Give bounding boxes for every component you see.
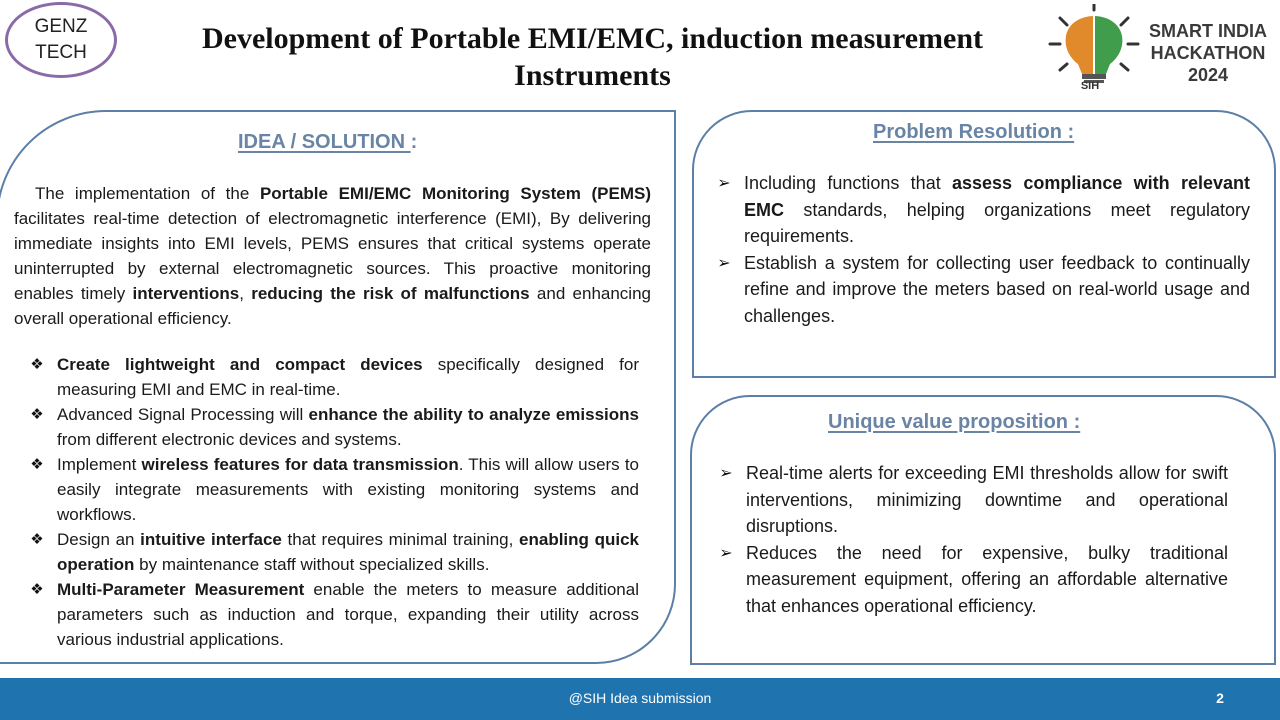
sih-small-label: SIH bbox=[1080, 80, 1100, 92]
text-run: facilitates real-time detection of electromagnetic interference (EMI), By delivering immediate insights into EMI levels, PEMS ensures that critical systems operate uninterrupted by external electromagnetic sources. This proactive monitoring enables timely bbox=[14, 209, 651, 303]
problem-heading: Problem Resolution : bbox=[873, 121, 1075, 143]
diamond-bullet-icon: ❖ bbox=[30, 530, 44, 548]
team-name-line2: TECH bbox=[35, 42, 87, 63]
text-run: standards, helping organizations meet regulatory requirements. bbox=[744, 199, 1250, 246]
diamond-bullet-icon: ❖ bbox=[30, 455, 44, 473]
arrow-bullet-icon: ➢ bbox=[719, 542, 733, 562]
text-run: Portable EMI/EMC Monitoring System (PEMS) bbox=[259, 184, 652, 203]
text-run: specifically designed for measuring EMI and EMC in real-time. bbox=[57, 355, 639, 399]
text-run: that requires minimal training, bbox=[281, 530, 520, 549]
page-number: 2 bbox=[1216, 690, 1224, 706]
sih-line2: HACKATHON bbox=[1150, 43, 1266, 63]
problem-bullet-list bbox=[717, 170, 1250, 329]
footer-text: @SIH Idea submission bbox=[568, 690, 712, 706]
sih-wordmark bbox=[1140, 20, 1276, 86]
team-name-line1: GENZ bbox=[34, 16, 88, 37]
text-run: and enhancing overall operational efficiency. bbox=[14, 284, 651, 328]
idea-bullet bbox=[30, 402, 639, 452]
arrow-bullet-icon: ➢ bbox=[719, 463, 733, 482]
text-run: interventions bbox=[132, 284, 240, 303]
text-run: by maintenance staff without specialized skills. bbox=[134, 555, 490, 574]
text-run: from different electronic devices and systems. bbox=[57, 430, 402, 449]
idea-intro bbox=[14, 181, 651, 331]
text-run: Advanced Signal Processing will bbox=[57, 405, 309, 424]
problem-bullet bbox=[717, 250, 1250, 330]
text-run: Create lightweight and compact devices bbox=[57, 355, 423, 374]
footer-bar bbox=[0, 678, 1280, 720]
idea-heading-colon: : bbox=[410, 131, 418, 153]
idea-bullet bbox=[30, 527, 639, 577]
team-badge bbox=[5, 2, 117, 78]
idea-heading bbox=[238, 131, 417, 154]
text-run: reducing the risk of malfunctions bbox=[251, 284, 530, 303]
arrow-bullet-icon: ➢ bbox=[717, 252, 731, 272]
uvp-bullet bbox=[719, 460, 1228, 540]
idea-intro-text bbox=[14, 184, 651, 328]
text-run: Implement bbox=[57, 455, 142, 474]
text-run: Establish a system for collecting user feedback to continually refine and improve the meters based on real-world usage and challenges. bbox=[744, 252, 1250, 326]
text-run: The implementation of the bbox=[35, 184, 260, 203]
brain-bulb-icon bbox=[1066, 16, 1123, 83]
diamond-bullet-icon: ❖ bbox=[30, 355, 44, 373]
text-run: . This will allow users to easily integrate measurements with existing monitoring systems and workflows. bbox=[57, 455, 639, 524]
diamond-bullet-icon: ❖ bbox=[30, 405, 44, 423]
text-run: Reduces the need for expensive, bulky traditional measurement equipment, offering an affordable alternative that enhances operational efficiency. bbox=[746, 542, 1228, 616]
slide-title: Development of Portable EMI/EMC, induction measurement Instruments bbox=[201, 22, 984, 92]
text-run: enable the meters to measure additional parameters such as induction and torque, expanding their utility across various industrial applications. bbox=[57, 580, 639, 649]
text-run: Real-time alerts for exceeding EMI thresholds allow for swift interventions, minimizing downtime and operational disruptions. bbox=[746, 463, 1228, 536]
uvp-heading: Unique value proposition : bbox=[828, 411, 1081, 433]
uvp-bullet bbox=[719, 540, 1228, 620]
text-run: Including functions that bbox=[744, 173, 952, 193]
text-run: wireless features for data transmission bbox=[141, 455, 459, 474]
uvp-bullet-list bbox=[719, 460, 1228, 619]
idea-heading-text: IDEA / SOLUTION bbox=[238, 131, 406, 153]
sih-line3: 2024 bbox=[1187, 65, 1229, 85]
idea-bullet bbox=[30, 452, 639, 527]
sih-line1: SMART INDIA bbox=[1149, 21, 1267, 41]
text-run: assess compliance with relevant EMC bbox=[744, 173, 1250, 220]
text-run: Design an bbox=[57, 530, 141, 549]
idea-bullet bbox=[30, 352, 639, 402]
idea-bullet bbox=[30, 577, 639, 652]
diamond-bullet-icon: ❖ bbox=[30, 580, 44, 598]
text-run: enhance the ability to analyze emissions bbox=[308, 405, 639, 424]
idea-bullet-list bbox=[30, 352, 639, 652]
text-run: enabling quick operation bbox=[57, 530, 639, 574]
text-run: intuitive interface bbox=[140, 530, 282, 549]
arrow-bullet-icon: ➢ bbox=[717, 173, 731, 192]
problem-bullet bbox=[717, 170, 1250, 250]
text-run: , bbox=[239, 284, 252, 303]
text-run: Multi-Parameter Measurement bbox=[57, 580, 305, 599]
